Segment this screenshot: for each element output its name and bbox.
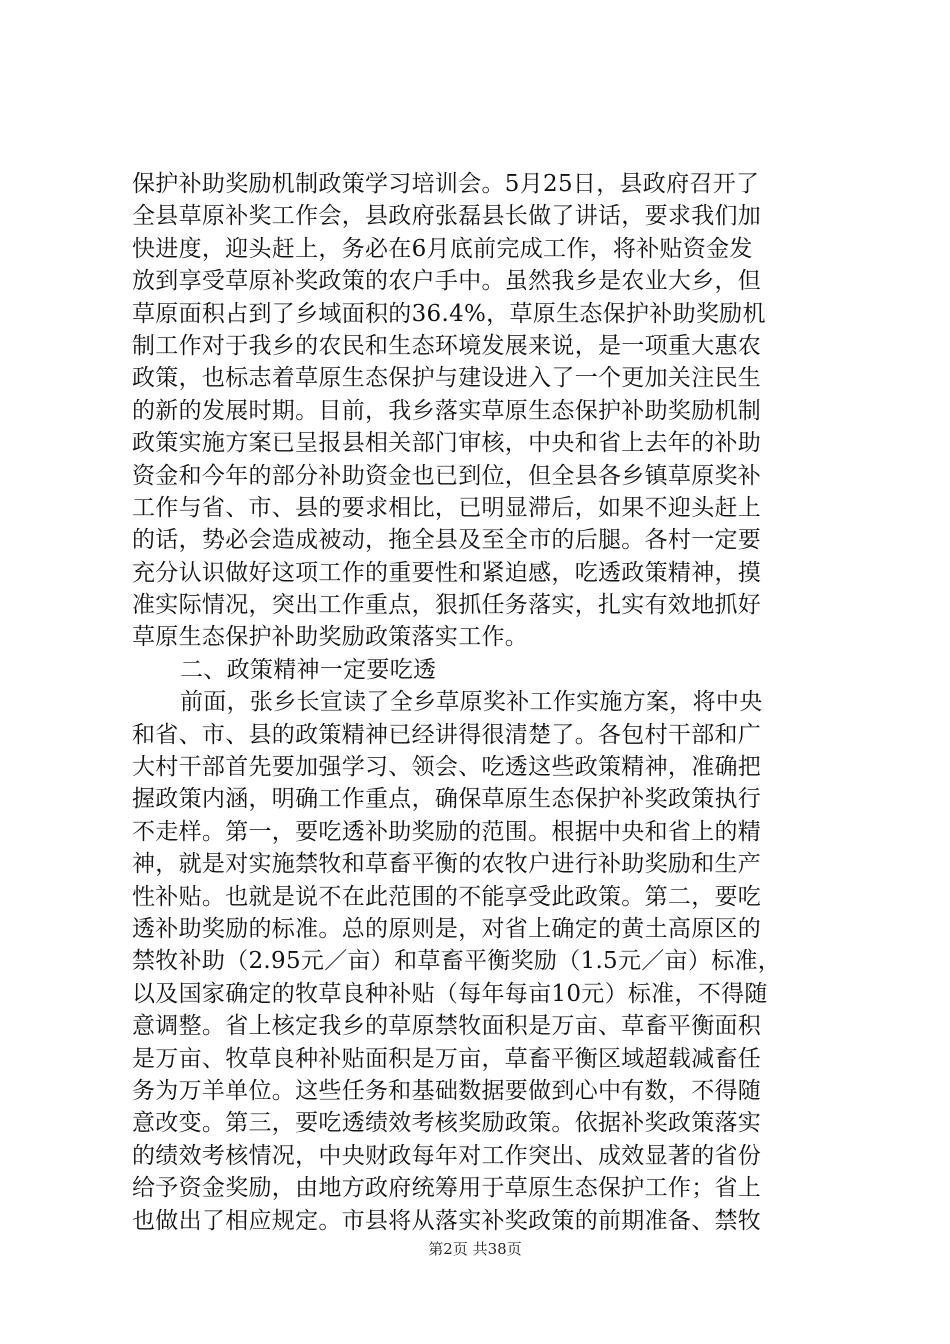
text-line: 意调整。省上核定我乡的草原禁牧面积是万亩、草畜平衡面积 <box>132 1013 762 1040</box>
document-body <box>132 168 832 1237</box>
text-line: 是万亩、牧草良种补贴面积是万亩，草畜平衡区域超载减畜任 <box>132 1045 762 1072</box>
section-heading: 二、政策精神一定要吃透 <box>180 656 437 683</box>
text-line: 草原生态保护补助奖励政策落实工作。 <box>132 624 529 651</box>
text-line: 政策实施方案已呈报县相关部门审核，中央和省上去年的补助 <box>132 430 762 457</box>
text-line: 全县草原补奖工作会，县政府张磊县长做了讲话，要求我们加 <box>132 203 762 230</box>
text-line: 资金和今年的部分补助资金也已到位，但全县各乡镇草原奖补 <box>132 462 762 489</box>
text-line: 的新的发展时期。目前，我乡落实草原生态保护补助奖励机制 <box>132 397 762 424</box>
text-line: 大村干部首先要加强学习、领会、吃透这些政策精神，准确把 <box>132 754 762 781</box>
text-line: 准实际情况，突出工作重点，狠抓任务落实，扎实有效地抓好 <box>132 592 762 619</box>
text-line: 禁牧补助（2.95元／亩）和草畜平衡奖励（1.5元／亩）标准， <box>132 948 782 975</box>
text-line: 和省、市、县的政策精神已经讲得很清楚了。各包村干部和广 <box>132 721 762 748</box>
text-line: 草原面积占到了乡域面积的36.4%，草原生态保护补助奖励机 <box>132 300 766 327</box>
paragraph-first-line: 前面，张乡长宣读了全乡草原奖补工作实施方案，将中央 <box>180 689 763 716</box>
text-line: 快进度，迎头赶上，务必在6月底前完成工作，将补贴资金发 <box>132 235 753 262</box>
text-line: 工作与省、市、县的要求相比，已明显滞后，如果不迎头赶上 <box>132 494 762 521</box>
text-line: 的话，势必会造成被动，拖全县及至全市的后腿。各村一定要 <box>132 527 762 554</box>
text-line: 务为万羊单位。这些任务和基础数据要做到心中有数，不得随 <box>132 1077 762 1104</box>
text-line: 透补助奖励的标准。总的原则是，对省上确定的黄土高原区的 <box>132 915 762 942</box>
text-line: 握政策内涵，明确工作重点，确保草原生态保护补奖政策执行 <box>132 786 762 813</box>
text-line: 神，就是对实施禁牧和草畜平衡的农牧户进行补助奖励和生产 <box>132 851 762 878</box>
text-line: 充分认识做好这项工作的重要性和紧迫感，吃透政策精神，摸 <box>132 559 762 586</box>
text-line: 政策，也标志着草原生态保护与建设进入了一个更加关注民生 <box>132 365 762 392</box>
text-line: 的绩效考核情况，中央财政每年对工作突出、成效显著的省份 <box>132 1142 762 1169</box>
text-line: 制工作对于我乡的农民和生态环境发展来说，是一项重大惠农 <box>132 332 762 359</box>
text-line: 保护补助奖励机制政策学习培训会。5月25日，县政府召开了 <box>132 171 760 197</box>
text-line: 以及国家确定的牧草良种补贴（每年每亩10元）标准，不得随 <box>132 980 768 1007</box>
text-line: 不走样。第一，要吃透补助奖励的范围。根据中央和省上的精 <box>132 818 762 845</box>
text-line: 意改变。第三，要吃透绩效考核奖励政策。依据补奖政策落实 <box>132 1110 762 1137</box>
text-line: 放到享受草原补奖政策的农户手中。虽然我乡是农业大乡，但 <box>132 268 762 295</box>
text-line: 性补贴。也就是说不在此范围的不能享受此政策。第二，要吃 <box>132 883 762 910</box>
page-number-footer: 第2页 共38页 <box>428 1240 522 1258</box>
text-line: 给予资金奖励，由地方政府统筹用于草原生态保护工作；省上 <box>132 1175 762 1202</box>
text-line: 也做出了相应规定。市县将从落实补奖政策的前期准备、禁牧 <box>132 1207 762 1234</box>
